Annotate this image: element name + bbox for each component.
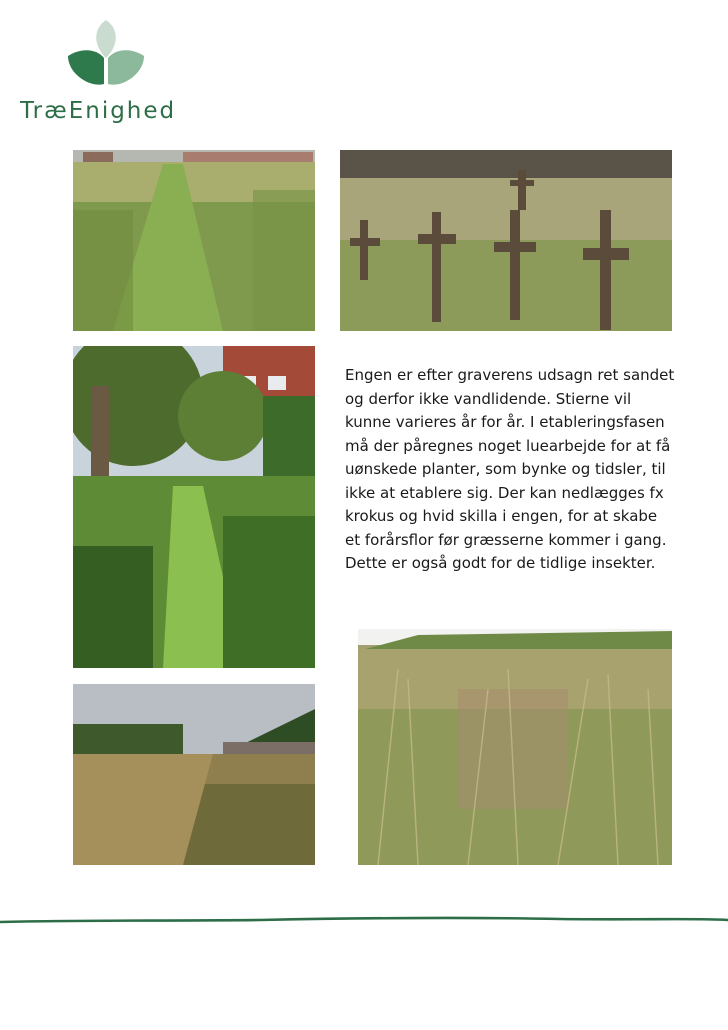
footer-divider: [0, 912, 728, 926]
photo-garden-path: [73, 346, 315, 668]
brand-name: TræEnighed: [20, 98, 177, 124]
photo-dry-meadow: [73, 684, 315, 865]
photo-meadow-path: [73, 150, 315, 331]
logo: [18, 14, 198, 134]
photo-cemetery-crosses: [340, 150, 672, 331]
photo-tall-grass: [358, 629, 672, 865]
body-paragraph: Engen er efter graverens udsagn ret sandet og derfor ikke vandlidende. Stierne vil kunne varieres år for år. I etableringsfasen må der påregnes noget luearbejde for at få uønskede planter, som bynke og tidsler, til ikke at etablere sig. Der kan nedlægges fx krokus og hvid skilla i engen, for at skabe et forårsflor før græsserne kommer i gang. Dette er også godt for de tidlige insekter.: [345, 366, 675, 572]
leaf-logo-icon: [66, 18, 146, 92]
